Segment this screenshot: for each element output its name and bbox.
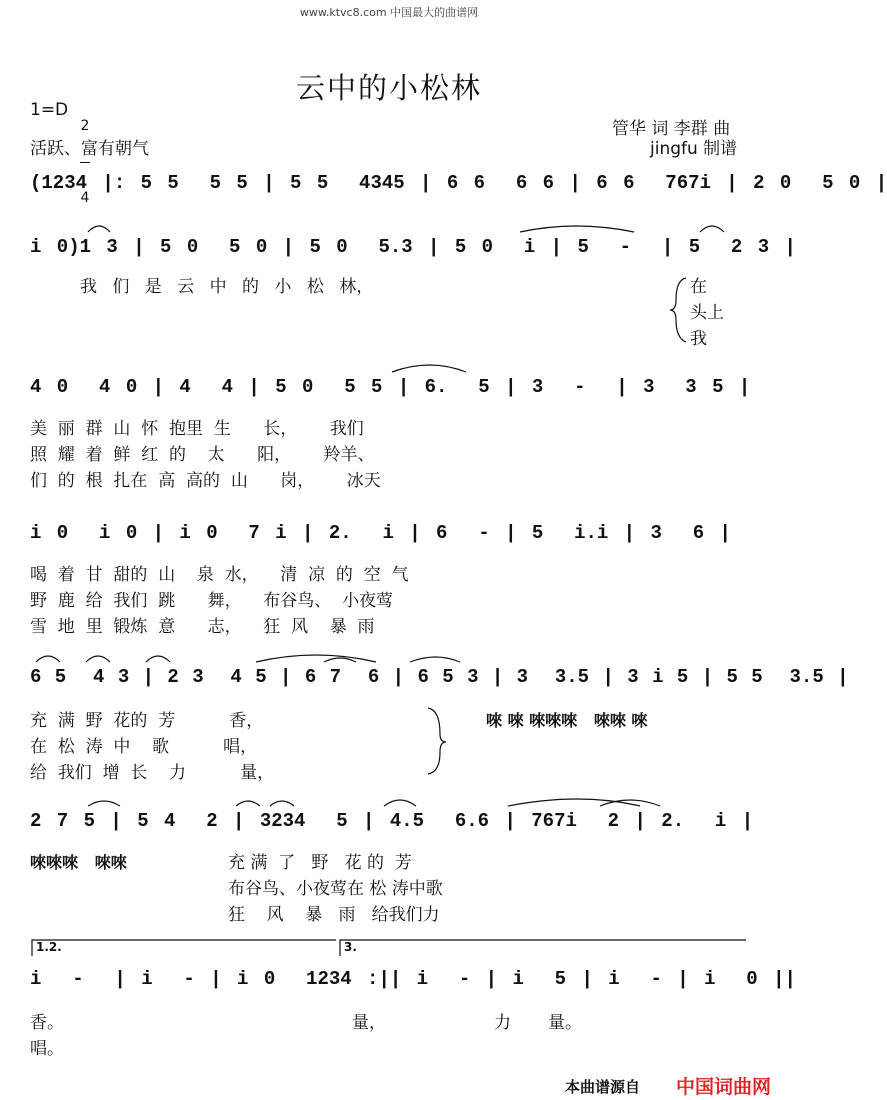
tie-13 [270, 801, 294, 806]
score-row-3: 4 0 4 0 | 4 4 | 5 0 5 5 | 6. 5 | 3 - | 3 3 5 | [30, 376, 751, 398]
tie-11 [88, 801, 120, 806]
tie-3 [700, 226, 724, 232]
lyric-line-6-3: 狂 风 暴 雨 给我们力 [228, 905, 440, 925]
credits: 管华 词 李群 曲 [612, 119, 731, 139]
tie-6 [86, 656, 110, 662]
tie-4 [392, 365, 466, 372]
end-word-3: 量。 [548, 1013, 582, 1033]
lyric-line-5-3: 给 我们 增 长 力 量， [30, 763, 275, 783]
end-word-2: 力 [494, 1013, 511, 1033]
footer-source-label: 本曲谱源自 [565, 1078, 641, 1096]
score-row-7: i - | i - | i 0 1234 :|| i - | i 5 | i - | i 0 || [30, 968, 796, 990]
lyric-line-4-3: 雪 地 里 锻炼 意 志， 狂 风 暴 雨 [30, 617, 375, 637]
lyric-line-3-2: 照 耀 着 鲜 红 的 太 阳， 羚羊、 [30, 445, 375, 465]
score-row-5: 6 5 4 3 | 2 3 4 5 | 6 7 6 | 6 5 3 | 3 3.5 | 3 i 5 | 5 5 3.5 | [30, 666, 849, 688]
tie-7 [146, 656, 170, 662]
lyric-line-5-1: 充 满 野 花的 芳 香， [30, 711, 264, 731]
side-lyric-3: 我 [690, 329, 707, 349]
chorus-line-6: 唻唻唻 唻唻 [30, 853, 127, 872]
tie-8 [256, 655, 376, 662]
song-title: 云中的小松林 [295, 71, 482, 105]
lyric-line-2-1: 我 们 是 云 中 的 小 松 林， [80, 277, 374, 297]
time-sig-bottom: 4 [80, 190, 90, 206]
score-row-1: (1234 |: 5 5 5 5 | 5 5 4345 | 6 6 6 6 | 6 6 767i | 2 0 5 0 | [30, 172, 887, 194]
site-header: www.ktvc8.com 中国最大的曲谱网 [299, 6, 479, 19]
lyric-bracket-right [428, 708, 446, 774]
tie-10 [410, 657, 460, 662]
key-signature: 1=D [30, 100, 69, 120]
lyric-line-6-1: 充 满 了 野 花 的 芳 [228, 853, 412, 873]
volta-line-2 [340, 940, 746, 956]
lyric-line-5-2: 在 松 涛 中 歌 唱， [30, 737, 258, 757]
tie-14 [384, 800, 416, 806]
lyric-line-6-2: 布谷鸟、小夜莺在 松 涛中歌 [228, 879, 443, 899]
tie-1 [88, 226, 110, 232]
lyric-line-7-2: 唱。 [30, 1039, 64, 1059]
footer-site-name[interactable]: 中国词曲网 [676, 1076, 772, 1098]
tie-12 [236, 801, 260, 806]
lyric-line-3-1: 美 丽 群 山 怀 抱里 生 长， 我们 [30, 419, 364, 439]
chorus-line-5: 唻 唻 唻唻唻 唻唻 唻 [486, 711, 648, 730]
lyric-line-4-1: 喝 着 甘 甜的 山 泉 水， 清 凉 的 空 气 [30, 565, 409, 585]
tie-2 [520, 226, 634, 232]
volta-line-1 [32, 940, 336, 956]
score-row-2: i 0)1 3 | 5 0 5 0 | 5 0 5.3 | 5 0 i | 5 - | 5 2 3 | [30, 236, 796, 258]
tie-9 [324, 658, 356, 662]
lyric-line-7-1: 香。 [30, 1013, 64, 1033]
end-word-1: 量， [352, 1013, 386, 1033]
tempo-marking: 活跃、富有朝气 [30, 139, 149, 159]
lyric-bracket-left [670, 278, 686, 342]
volta-2: 3. [344, 940, 357, 954]
score-row-4: i 0 i 0 | i 0 7 i | 2. i | 6 - | 5 i.i | 3 6 | [30, 522, 731, 544]
time-sig-top: 2 [80, 118, 90, 134]
lyric-line-4-2: 野 鹿 给 我们 跳 舞， 布谷鸟、 小夜莺 [30, 591, 394, 611]
tie-5 [36, 656, 60, 662]
score-row-6: 2 7 5 | 5 4 2 | 3234 5 | 4.5 6.6 | 767i 2 | 2. i | [30, 810, 754, 832]
lyric-line-3-3: 们 的 根 扎在 高 高的 山 岗， 冰天 [30, 471, 381, 491]
side-lyric-2: 头上 [690, 303, 724, 323]
arranger: jingfu 制谱 [650, 139, 738, 159]
volta-1: 1.2. [36, 940, 62, 954]
side-lyric-1: 在 [690, 277, 707, 297]
